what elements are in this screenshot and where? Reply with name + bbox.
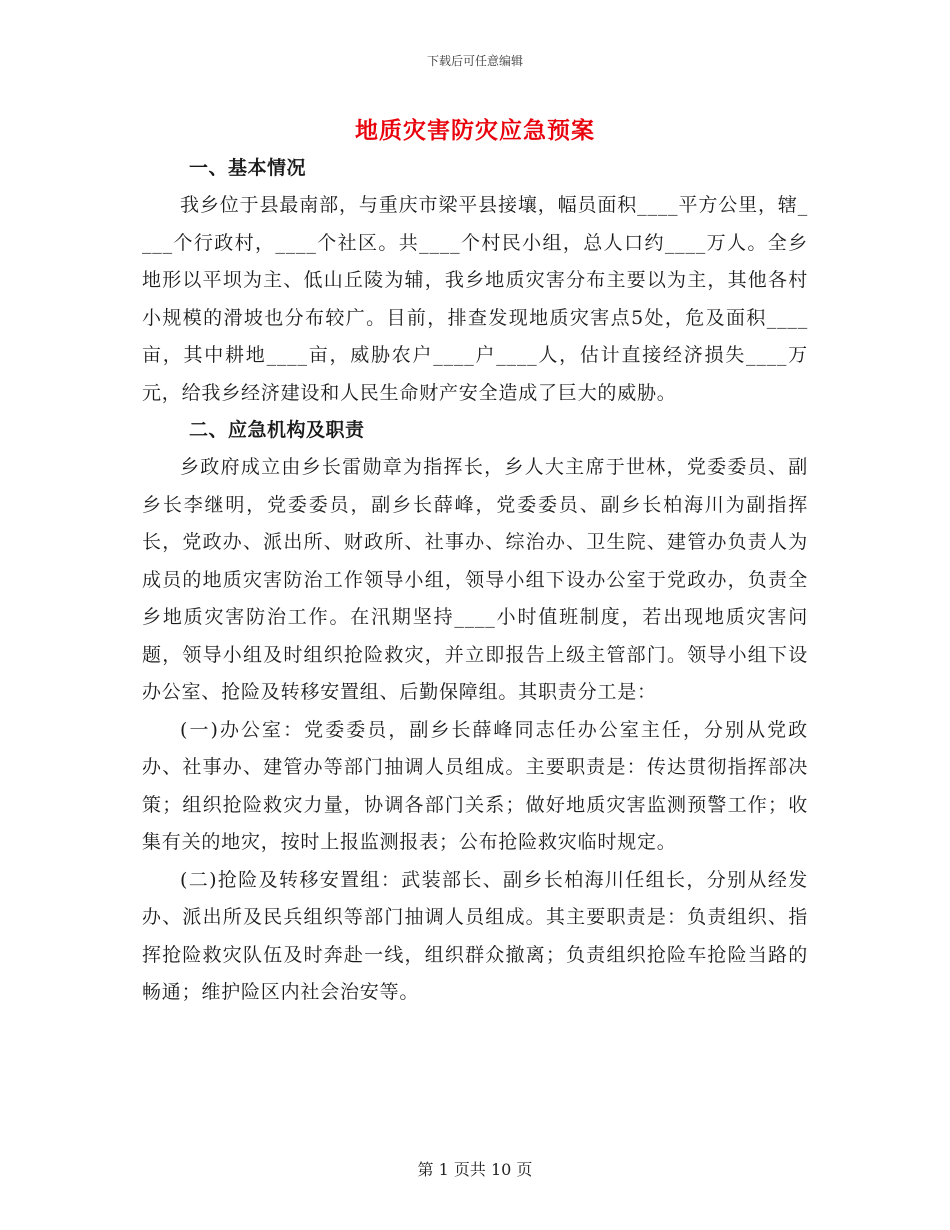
paragraph: (二)抢险及转移安置组：武装部长、副乡长柏海川任组长，分别从经发办、派出所及民兵组织等部门抽调人员组成。其主要职责是：负责组织、指挥抢险救灾队伍及时奔赴一线，组织群众撤离；负责组织抢险车抢险当路的畅通；维护险区内社会治安等。 (142, 868, 808, 1003)
paragraph: (一)办公室：党委委员，副乡长薛峰同志任办公室主任，分别从党政办、社事办、建管办等部门抽调人员组成。主要职责是：传达贯彻指挥部决策；组织抢险救灾力量，协调各部门关系；做好地质灾害监测预警工作；收集有关的地灾，按时上报监测报表；公布抢险救灾临时规定。 (142, 718, 808, 853)
paragraph: 乡政府成立由乡长雷勋章为指挥长，乡人大主席于世林，党委委员、副乡长李继明，党委委员，副乡长薛峰，党委委员、副乡长柏海川为副指挥长，党政办、派出所、财政所、社事办、综治办、卫生院、建管办负责人为成员的地质灾害防治工作领导小组，领导小组下设办公室于党政办，负责全乡地质灾害防治工作。在汛期坚持____小时值班制度，若出现地质灾害问题，领导小组及时组织抢险救灾，并立即报告上级主管部门。领导小组下设办公室、抢险及转移安置组、后勤保障组。其职责分工是： (142, 456, 808, 703)
header-note: 下载后可任意编辑 (426, 54, 523, 68)
section-basic-situation (142, 150, 808, 412)
paragraph: 我乡位于县最南部，与重庆市梁平县接壤，幅员面积____平方公里，辖____个行政村，____个社区。共____个村民小组，总人口约____万人。全乡地形以平坝为主、低山丘陵为辅，我乡地质灾害分布主要以为主，其他各村小规模的滑坡也分布较广。目前，排查发现地质灾害点5处，危及面积____亩，其中耕地____亩，威胁农户____户____人，估计直接经济损失____万元，给我乡经济建设和人民生命财产安全造成了巨大的威胁。 (142, 194, 808, 404)
section-emergency-organization (142, 412, 808, 1012)
document-title: 地质灾害防灾应急预案 (355, 117, 595, 144)
section-heading: 一、基本情况 (189, 157, 307, 179)
page-footer: 第 1 页共 10 页 (417, 1160, 533, 1179)
document-body (142, 150, 808, 1012)
section-heading: 二、应急机构及职责 (189, 419, 365, 441)
